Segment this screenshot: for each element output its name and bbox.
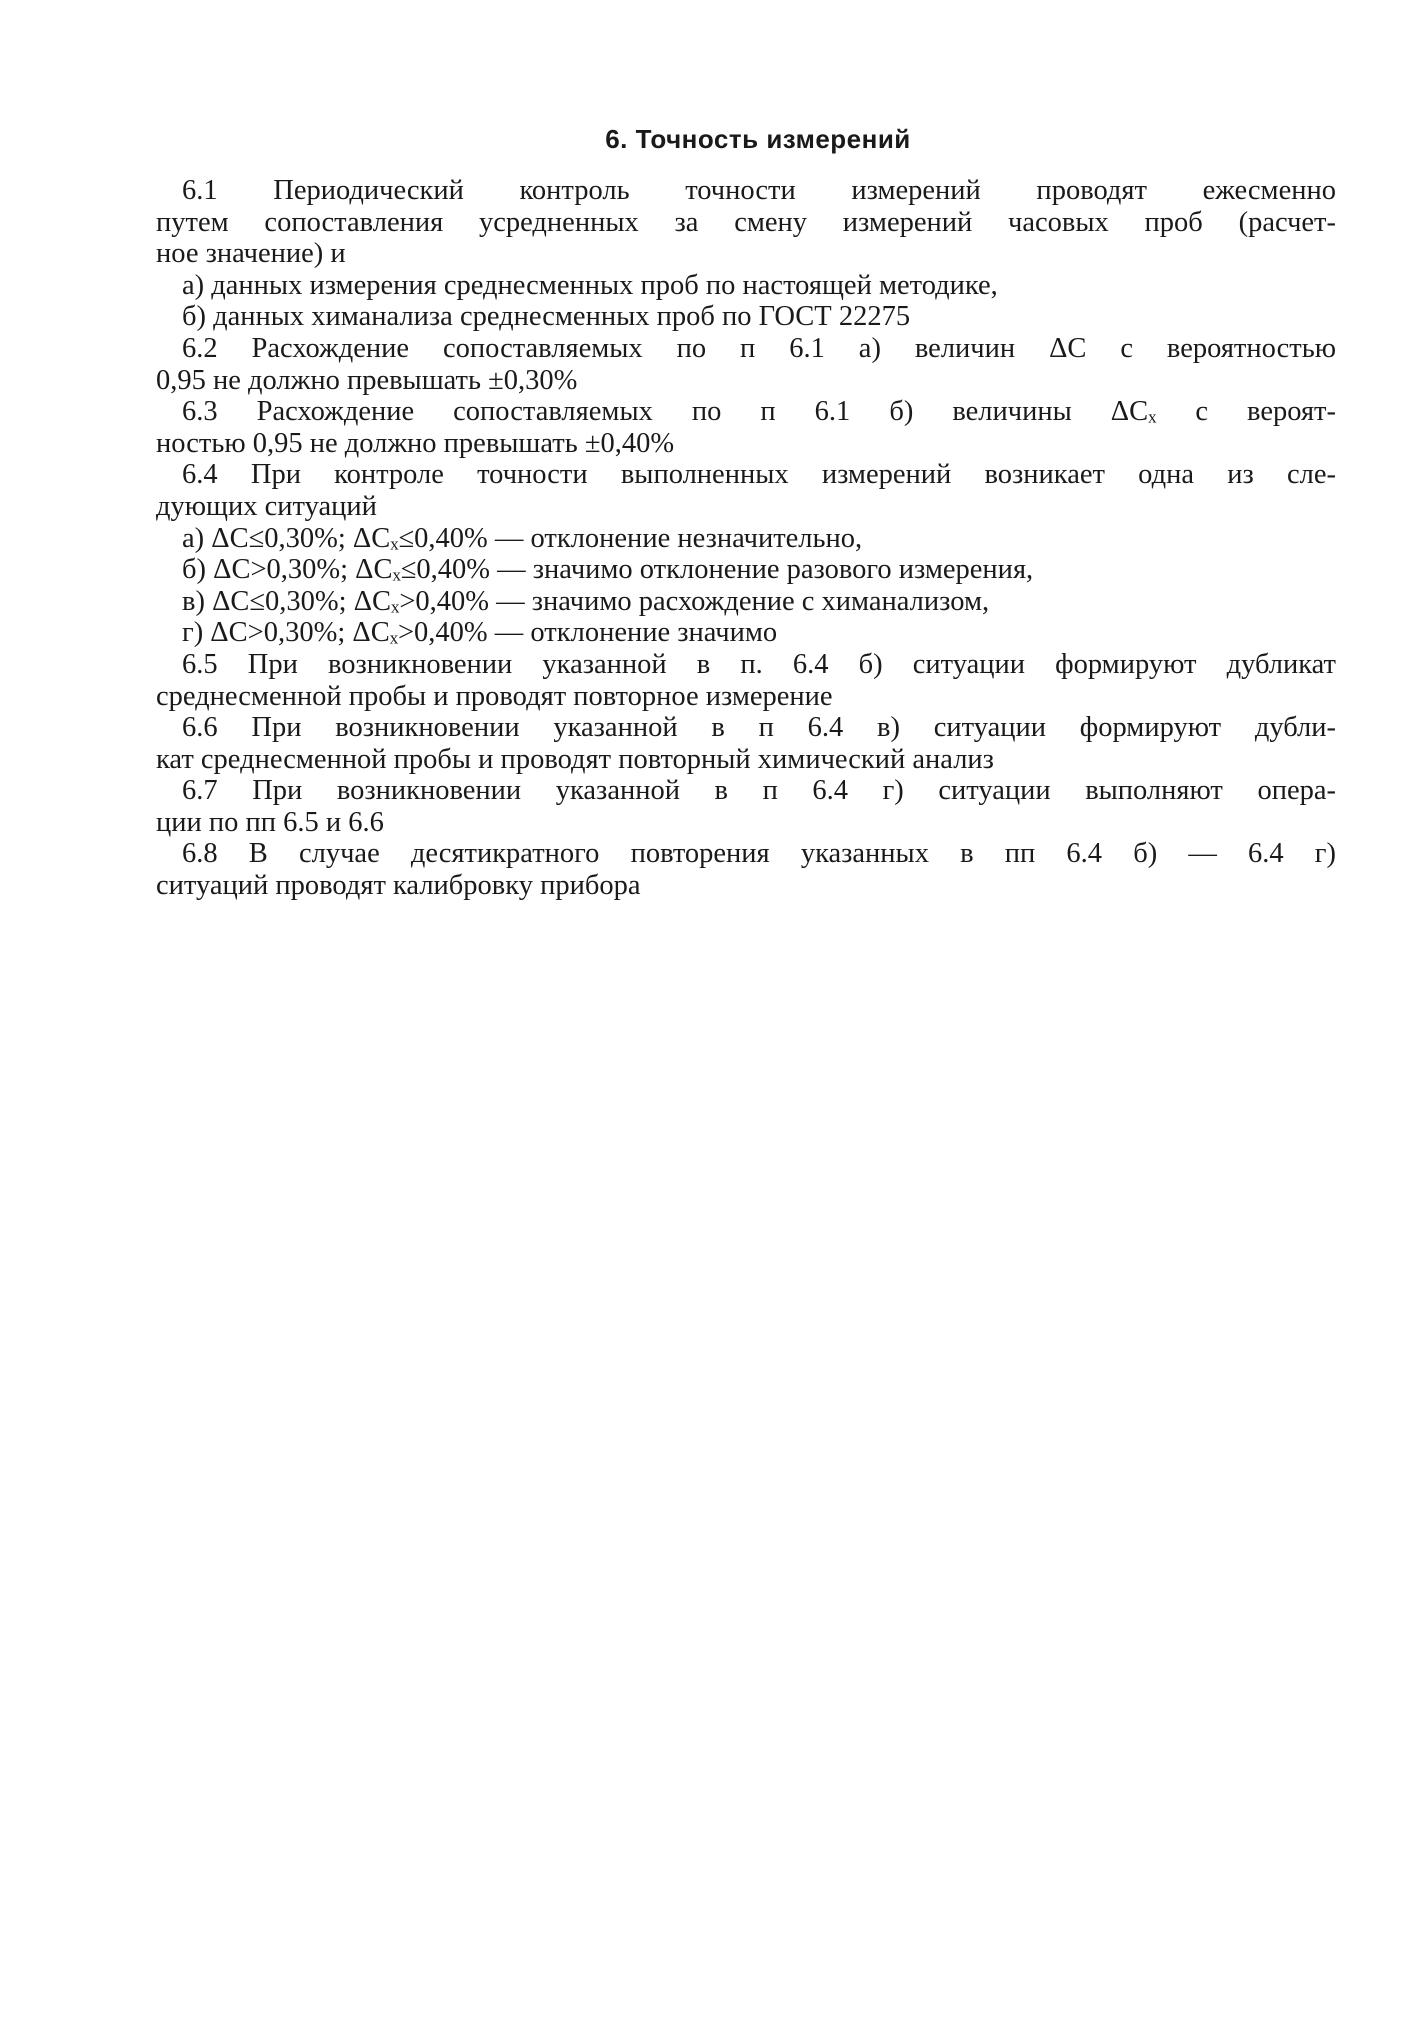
text-line: 6.8 В случае десятикратного повторения указанных в пп 6.4 б) — 6.4 г): [182, 838, 1336, 870]
text-line: а) данных измерения среднесменных проб по настоящей методике,: [182, 269, 998, 301]
text-line: среднесменной пробы и проводят повторное измерение: [156, 680, 833, 712]
text-line: ции по пп 6.5 и 6.6: [156, 806, 384, 838]
text-line: ное значение) и: [156, 238, 346, 270]
text-line: кат среднесменной пробы и проводят повторный химический анализ: [156, 743, 994, 775]
section-title: 6. Точность измерений: [605, 124, 911, 154]
text-line: 6.1 Периодический контроль точности измерений проводят ежесменно: [182, 175, 1336, 206]
text-line: 6.6 При возникновении указанной в п 6.4 в) ситуации формируют дубли-: [182, 712, 1336, 744]
text-line: путем сопоставления усредненных за смену измерений часовых проб (расчет-: [156, 206, 1336, 238]
text-line: 6.4 При контроле точности выполненных измерений возникает одна из сле-: [182, 459, 1336, 491]
text-line: в) ΔС≤0,30%; ΔСₓ>0,40% — значимо расхождение с химанализом,: [182, 585, 990, 617]
text-line: ситуаций проводят калибровку прибора: [156, 870, 641, 902]
text-line: 6.3 Расхождение сопоставляемых по п 6.1 б) величины ΔСₓ с вероят-: [182, 396, 1336, 428]
text-line: 0,95 не должно превышать ±0,30%: [156, 364, 578, 396]
text-line: б) ΔС>0,30%; ΔСₓ≤0,40% — значимо отклонение разового измерения,: [182, 554, 1034, 586]
section-body: [156, 175, 1336, 902]
text-line: 6.7 При возникновении указанной в п 6.4 г) ситуации выполняют опера-: [182, 775, 1336, 807]
text-line: б) данных химанализа среднесменных проб по ГОСТ 22275: [182, 301, 911, 333]
text-line: 6.5 При возникновении указанной в п. 6.4 б) ситуации формируют дубликат: [182, 648, 1336, 680]
document-page: [156, 124, 1336, 902]
text-line: дующих ситуаций: [156, 490, 377, 522]
text-line: ностью 0,95 не должно превышать ±0,40%: [156, 427, 675, 459]
text-line: а) ΔС≤0,30%; ΔСₓ≤0,40% — отклонение незначительно,: [182, 522, 863, 554]
text-line: 6.2 Расхождение сопоставляемых по п 6.1 а) величин ΔС с вероятностью: [182, 332, 1336, 364]
text-line: г) ΔС>0,30%; ΔСₓ>0,40% — отклонение значимо: [182, 617, 778, 649]
